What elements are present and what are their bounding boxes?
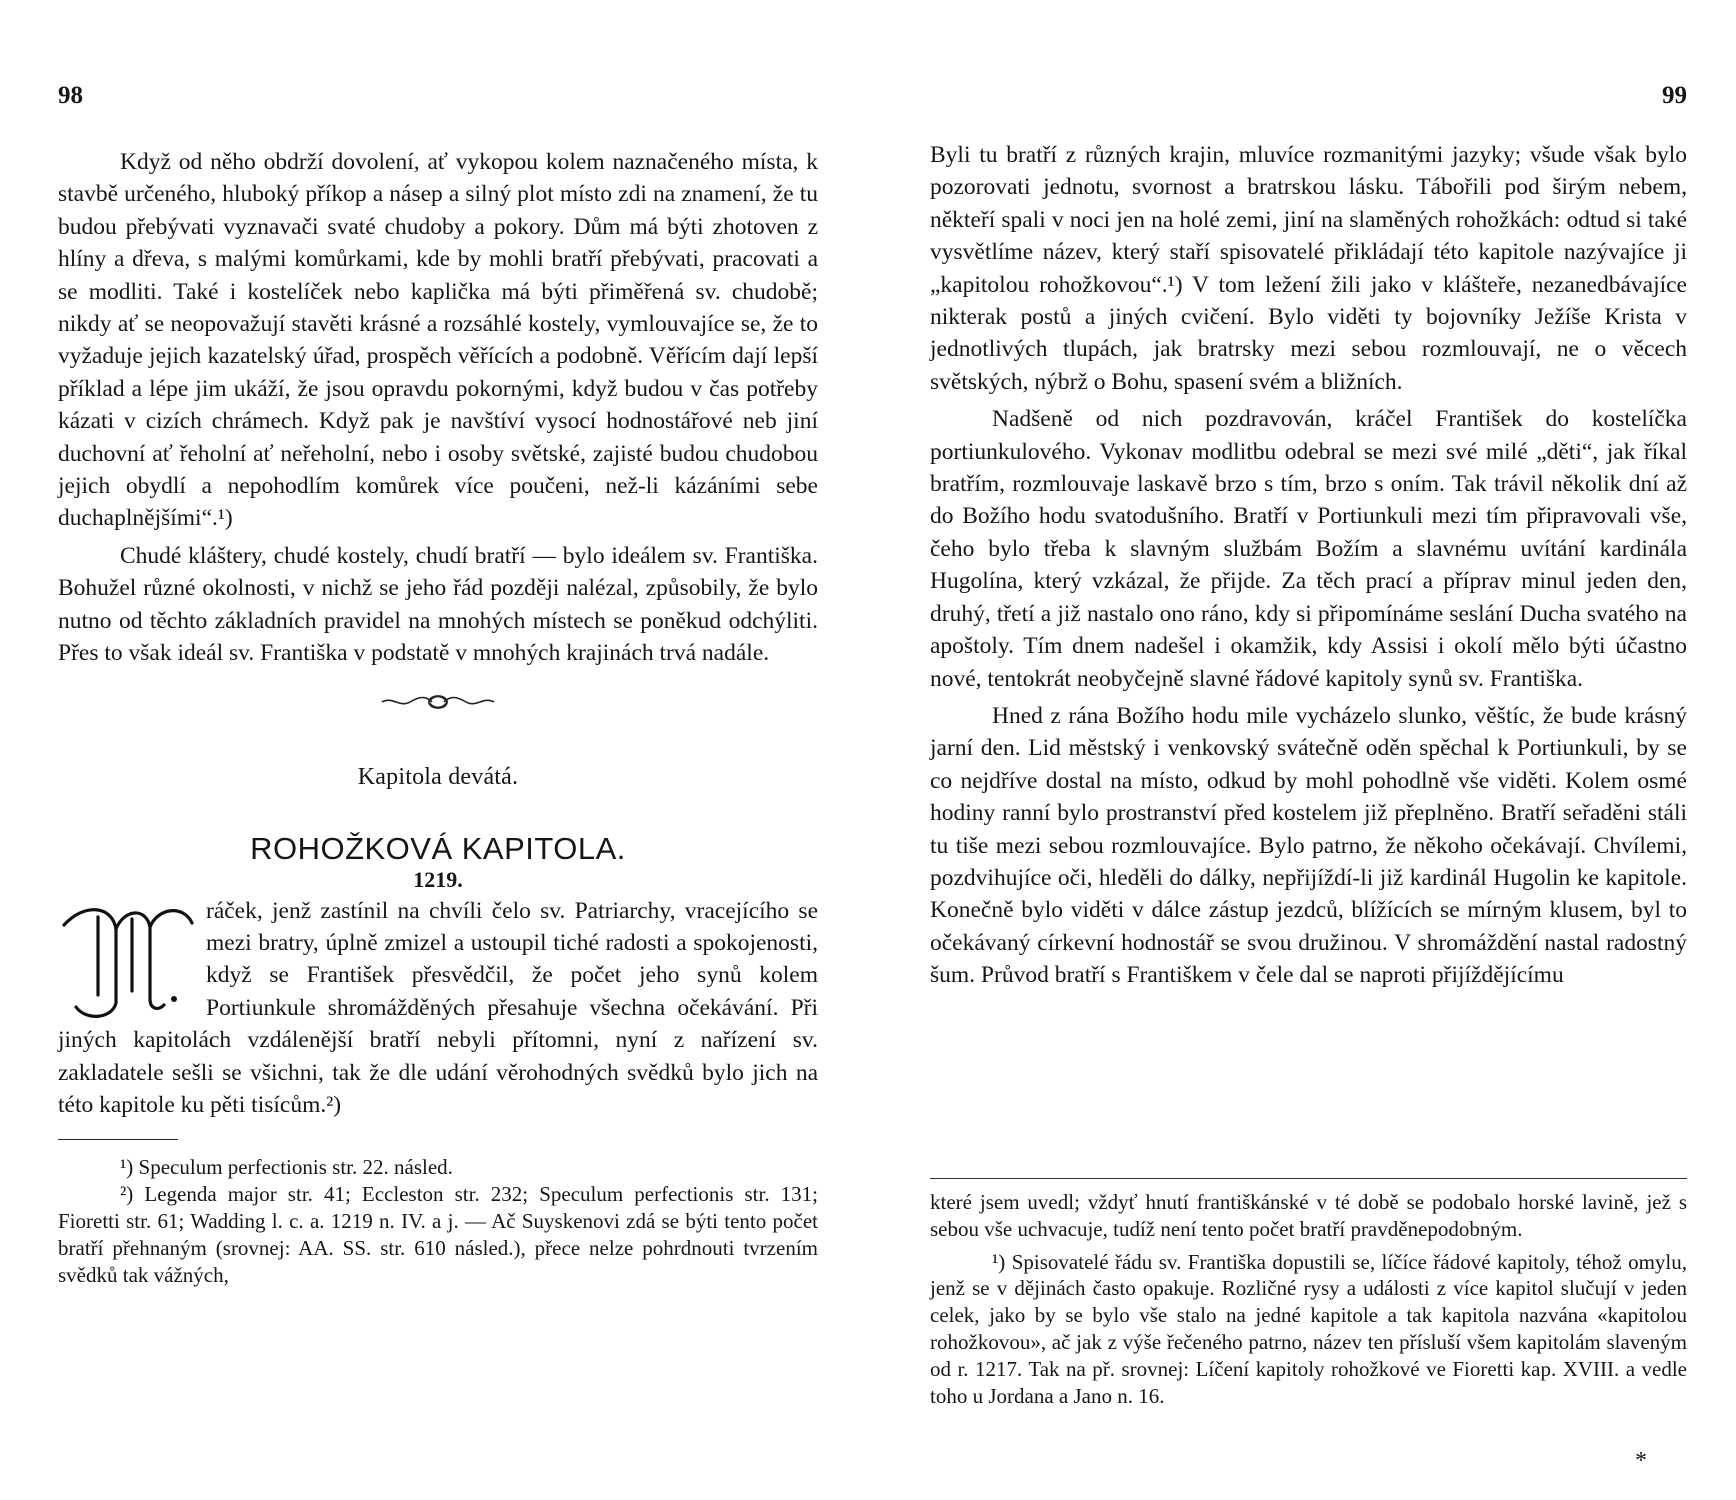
footnote: ²) Legenda major str. 41; Eccleston str. 232; Speculum perfectionis str. 131; Fioretti str. 61; Wadding l. c. a. 1219 n. IV. a j. — Ač Suyskenovi zdá se býti tento počet bratří přehnaným (srovnej: AA. SS. str. 610 násled.), přece nelze pohrdnouti tvrzením svědků tak vážných,: [58, 1182, 818, 1287]
chapter-first-paragraph: ráček, jenž zastínil na chvíli čelo sv. Patriarchy, vracejícího se mezi bratry, úplně zmizel a ustoupil tiché radosti a spokojenosti, když se František přesvědčil, že počet jeho synů kolem Portiunkule shromážděných přesahuje všechna očekávání. Při jiných kapitolách vzdálenější bratří nebyli přítomni, nyní z nařízení sv. zakladatele sešli se všichni, tak že dle udání věrohodných svědků bylo jich na této kapitole ku pěti tisícům.²): [58, 897, 818, 1118]
chapter-opening: [58, 895, 818, 1122]
paragraph: Hned z rána Božího hodu mile vycházelo slunko, věštíc, že bude krásný jarní den. Lid městský i venkovský svátečně oděn spěchal k Portiunkuli, by se co nejdříve dostal na místo, odkud by mohl pohodlně vše viděti. Kolem osmé hodiny ranní bylo prostranství před kostelem již přeplněno. Bratří seřaděni stáli tu tiše mezi sebou rozmlouvajíce. Bylo patrno, že někoho očekávají. Chvílemi, pozdvihujíce oči, hleděli do dálky, nepřijíždí-li již kardinál Hugolin ke kapitole. Konečně bylo viděti v dálce zástup jezdců, blížících se mírným klusem, byl to očekávaný církevní hodnostář se svou družinou. V shromáždění nastal radostný šum. Průvod bratří s Františkem v čele dal se naproti přijíždějícímu: [930, 702, 1687, 989]
paragraph: Nadšeně od nich pozdravován, kráčel František do kostelíčka portiunkulového. Vykonav modlitbu odebral se mezi své milé „děti“, jak říkal bratřím, rozmlouvaje laskavě brzo s tím, brzo s oním. Tak trávil několik dní až do Božího hodu svatodušního. Bratří v Portiunkuli mezi tím připravovali vše, čeho bylo třeba k slavným službám Božím a slavnému uvítání kardinála Hugolína, který vzkázal, že přijde. Za těch prací a příprav minul jeden den, druhý, třetí a již nastalo ono ráno, kdy si připomínáme seslání Ducha svatého na apoštoly. Tím dnem nadešel i okamžik, kdy Assisi i okolí mělo býti účastno nové, tentokrát neobyčejně slavné řádové kapitoly synů sv. Františka.: [930, 406, 1687, 692]
chapter-title: ROHOŽKOVÁ KAPITOLA.: [250, 830, 626, 866]
paragraph: Když od něho obdrží dovolení, ať vykopou kolem naznačeného místa, k stavbě určeného, hluboký příkop a násep a silný plot místo zdi na znamení, že tu budou přebývati vyznavači svaté chudoby a pokory. Dům má býti zhotoven z hlíny a dřeva, s malými komůrkami, kde by mohli bratří přebývati, pracovati a se modliti. Také i kostelíček nebo kaplička má býti přiměřená sv. chudobě; nikdy ať se neopovažují stavěti krásné a rozsáhlé kostely, vymlouvajíce se, že to vyžaduje jejich kazatelský úřad, prospěch věřících a podobně. Věřícím dají lepší příklad a lépe jim ukáží, že jsou opravdu pokornými, když budou v čas potřeby kázati v cizích chrámech. Když pak je navštíví vysocí hodnostářové neb jiní duchovní ať řeholní ať neřeholní, nebo i osoby světské, zajisté budou chudobou jejich obydlí a nepohodlím komůrek více poučeni, než-li kázáními sebe duchaplnějšími“.¹): [58, 149, 818, 532]
footnote: ¹) Spisovatelé řádu sv. Františka dopustili se, líčíce řádové kapitoly, téhož omylu, jenž se v dějinách často opakuje. Rozličné rysy a události z více kapitol slučují v jeden celek, jako by se bylo vše stalo na jedné kapitole a tak kapitola nazvána «kapitolou rohožkovou», ač jak z výše řečeného patrno, název ten přísluší všem kapitolám slaveným od r. 1217. Tak na př. srovnej: Líčení kapitoly rohožkové ve Fioretti kap. XVIII. a vedle toho u Jordana a Jano n. 16.: [930, 1249, 1687, 1408]
chapter-year: 1219.: [413, 866, 463, 892]
paragraph: Byli tu bratří z různých krajin, mluvíce rozmanitými jazyky; všude však bylo pozorovati jednotu, svornost a bratrskou lásku. Tábořili pod širým nebem, někteří spali v noci jen na holé zemi, jiní na slaměných rohožkách: odtud si také vysvětlíme název, který staří spisovatelé přikládají této kapitole nazývajíce ji „kapitolou rohožkovou“.¹) V tom ležení žili jako v klášteře, nezanedbávajíce nikterak postů a jiných cvičení. Bylo viděti ty bojovníky Ježíše Krista v jednotlivých tlupách, jak bratrsky mezi sebou rozmlouvají, ne o věcech světských, nýbrž o Bohu, spasení svém a bližních.: [930, 142, 1687, 395]
left-page: [58, 0, 818, 1500]
paragraph: Chudé kláštery, chudé kostely, chudí bratří — bylo ideálem sv. Františka. Bohužel různé okolnosti, v nichž se jeho řád později nalézal, způsobily, že bylo nutno od těchto základních pravidel na mnohých místech se poněkud odchýliti. Přes to však ideál sv. Františka v podstatě v mnohých krajinách trvá nadále.: [58, 542, 818, 667]
footnote: ¹) Speculum perfectionis str. 22. násled.: [120, 1155, 453, 1180]
page-number-left: 98: [58, 82, 83, 109]
chapter-label: Kapitola devátá.: [357, 763, 519, 790]
left-page-body: [58, 146, 818, 1288]
right-page: [930, 0, 1687, 1500]
signature-mark: *: [1635, 1448, 1647, 1474]
right-page-body: [930, 139, 1687, 992]
footnote-continuation: které jsem uvedl; vždyť hnutí františkánské v té době se podobalo horské lavině, jež s sebou vše uchvacuje, tudíž není tento počet bratří pravděnepodobným.: [930, 1190, 1687, 1241]
dropcap-initial: [54, 895, 202, 1013]
footnote-rule: [930, 1178, 1687, 1179]
dropcap-m-icon: [54, 895, 202, 1023]
footnote-rule: [58, 1139, 178, 1140]
ornament-divider-icon: [378, 692, 498, 712]
right-footnotes: [930, 1178, 1687, 1409]
page-number-right: 99: [1662, 82, 1687, 109]
